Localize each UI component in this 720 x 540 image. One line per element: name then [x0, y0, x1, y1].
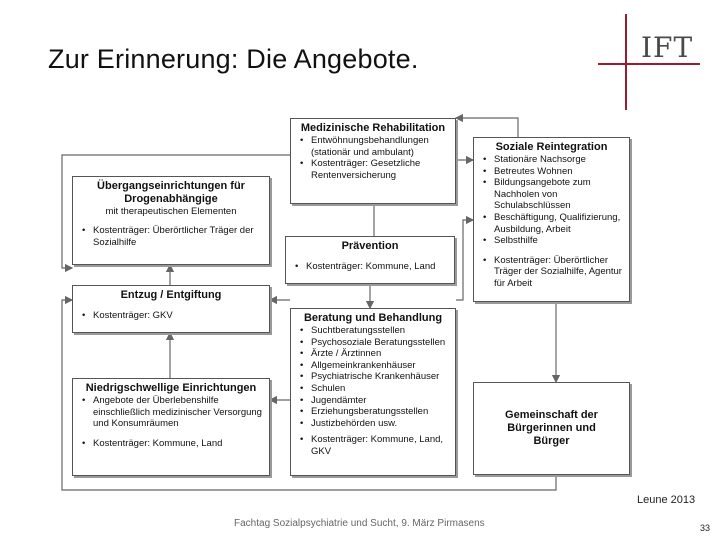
list-item: • Schulen [311, 383, 449, 395]
box-beratung-und-behandlung [290, 308, 456, 476]
list-item: • Angebote der Überlebenshilfe einschließlich medizinischer Versorgung und Konsumräumen [93, 395, 263, 430]
list-item: • Entwöhnungsbehandlungen (stationär und ambulant) [311, 135, 449, 158]
box-title: Gemeinschaft der Bürgerinnen und Bürger [505, 409, 598, 447]
box-title: Entzug / Entgiftung [120, 289, 222, 301]
list-item: • Justizbehörden usw. [311, 418, 449, 430]
list-item: • Stationäre Nachsorge [494, 154, 623, 166]
box-title: Prävention [341, 240, 399, 252]
box-title: Soziale Reintegration [495, 141, 608, 153]
footer-text: Fachtag Sozialpsychiatrie und Sucht, 9. März Pirmasens [234, 518, 485, 529]
list-item: • Selbsthilfe [494, 235, 623, 247]
box-title: Übergangseinrichtungen für Drogenabhängige [97, 180, 245, 205]
list-item: • Betreutes Wohnen [494, 166, 623, 178]
box-praevention [285, 236, 455, 284]
list-item: • Erziehungsberatungsstellen [311, 406, 449, 418]
cost-item: • Kostenträger: Kommune, Land [93, 438, 263, 450]
cost-item: • Kostenträger: Kommune, Land, GKV [311, 434, 449, 457]
cost-item: • Kostenträger: Kommune, Land [306, 261, 448, 273]
list-item: • Psychiatrische Krankenhäuser [311, 371, 449, 383]
list-item: • Beschäftigung, Qualifizierung, Ausbildung, Arbeit [494, 212, 623, 235]
box-title: Beratung und Behandlung [303, 312, 443, 324]
list-item: • Psychosoziale Beratungsstellen [311, 337, 449, 349]
list-item: • Jugendämter [311, 395, 449, 407]
arrow-beratung-to-soziale [456, 220, 473, 300]
list-item: • Bildungsangebote zum Nachholen von Schulabschlüssen [494, 177, 623, 212]
list-item: • Allgemeinkrankenhäuser [311, 360, 449, 372]
cost-item: • Kostenträger: GKV [93, 310, 263, 322]
cost-item: • Kostenträger: Überörtlicher Träger der Sozialhilfe [93, 225, 263, 248]
box-gemeinschaft [473, 382, 630, 475]
box-title: Niedrigschwellige Einrichtungen [85, 382, 257, 394]
box-niedrigschwellige-einrichtungen [72, 378, 270, 476]
arrow-soziale-loop [456, 118, 518, 137]
ift-logo: IFT [641, 31, 694, 64]
cost-item: • Kostenträger: Überörtlicher Träger der Sozialhilfe, Agentur für Arbeit [494, 255, 623, 290]
list-item: • Kostenträger: Gesetzliche Rentenversicherung [311, 158, 449, 181]
box-medizinische-rehabilitation [290, 118, 456, 204]
box-entzug-entgiftung [72, 285, 270, 333]
box-title: Medizinische Rehabilitation [300, 122, 446, 134]
box-soziale-reintegration [473, 137, 630, 302]
box-subtitle: mit therapeutischen Elementen [105, 206, 237, 217]
box-uebergangseinrichtungen [72, 176, 270, 265]
list-item: • Ärzte / Ärztinnen [311, 348, 449, 360]
list-item: • Suchtberatungsstellen [311, 325, 449, 337]
page-number: 33 [700, 523, 711, 533]
slide-title: Zur Erinnerung: Die Angebote. [48, 44, 419, 74]
credit-label: Leune 2013 [637, 494, 696, 506]
